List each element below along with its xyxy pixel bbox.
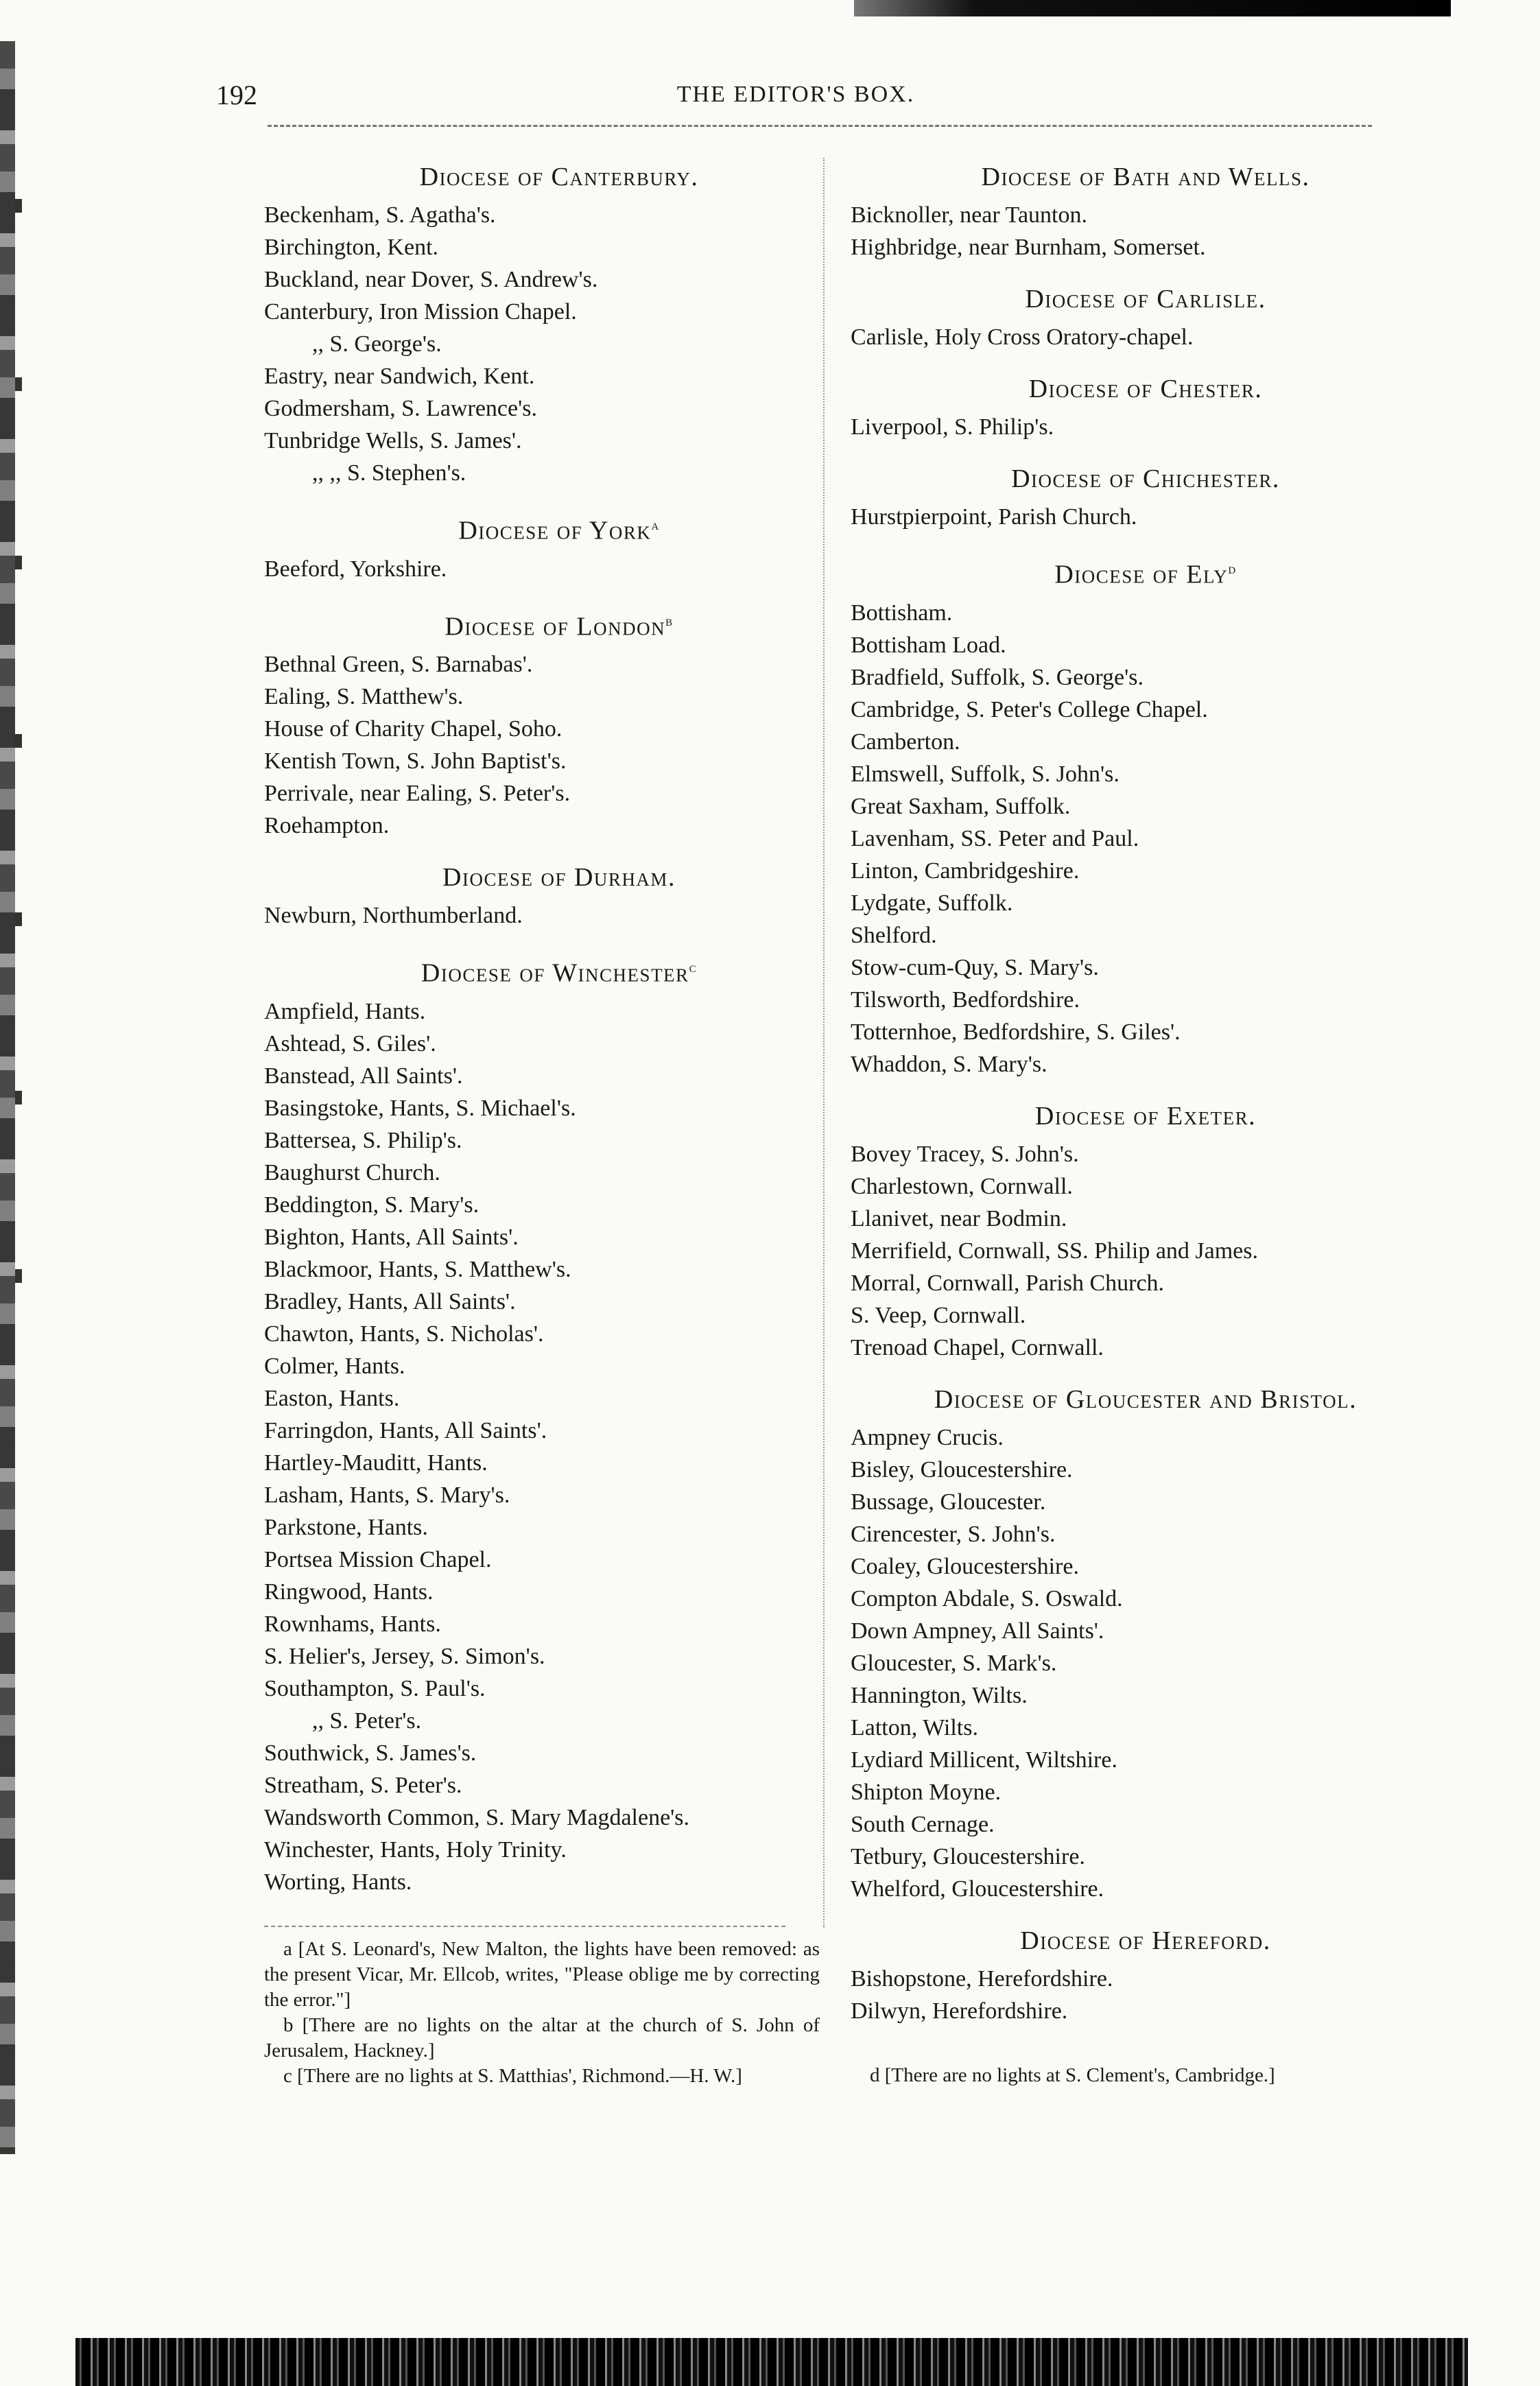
diocese-heading-text: Diocese of Carlisle.: [1025, 285, 1266, 314]
parish-entry: Bighton, Hants, All Saints'.: [264, 1224, 519, 1250]
parish-entry: Lydgate, Suffolk.: [851, 890, 1013, 916]
parish-entry: Beckenham, S. Agatha's.: [264, 202, 496, 228]
diocese-heading-text: Diocese of Durham.: [442, 863, 676, 893]
parish-entry: Charlestown, Cornwall.: [851, 1173, 1073, 1199]
section-gap: [851, 1905, 1441, 1915]
parish-entry: Liverpool, S. Philip's.: [851, 414, 1054, 440]
parish-entry: Basingstoke, Hants, S. Michael's.: [264, 1095, 576, 1121]
parish-entry: Streatham, S. Peter's.: [264, 1772, 462, 1798]
parish-entry: Birchington, Kent.: [264, 235, 439, 260]
header-rule: [268, 125, 1372, 127]
diocese-heading-text: Diocese of Chester.: [1028, 375, 1263, 403]
parish-entry: Banstead, All Saints'.: [264, 1063, 463, 1089]
footnote-mark: c: [689, 958, 698, 976]
parish-entry: Blackmoor, Hants, S. Matthew's.: [264, 1256, 571, 1282]
right-column: [851, 151, 1441, 2088]
section-gap: [851, 533, 1441, 543]
parish-entry: Bradfield, Suffolk, S. George's.: [851, 664, 1144, 690]
diocese-heading-text: Diocese of Ely: [1054, 560, 1229, 589]
parish-entry: Bussage, Gloucester.: [851, 1489, 1046, 1515]
parish-entry: Buckland, near Dover, S. Andrew's.: [264, 267, 598, 292]
parish-entry: Lydiard Millicent, Wiltshire.: [851, 1747, 1117, 1773]
parish-entry: Eastry, near Sandwich, Kent.: [264, 364, 535, 389]
section-gap: [851, 353, 1441, 363]
scan-edge-shadow: [0, 41, 15, 2154]
parish-entry: Linton, Cambridgeshire.: [851, 858, 1080, 884]
running-head: THE EDITOR'S BOX.: [676, 82, 915, 107]
parish-entry: Ampney Crucis.: [851, 1424, 1004, 1450]
parish-entry: Beeford, Yorkshire.: [264, 556, 447, 582]
parish-entry: House of Charity Chapel, Soho.: [264, 716, 562, 742]
diocese-heading-text: Diocese of London: [445, 612, 666, 641]
diocese-heading-text: Diocese of Chichester.: [1011, 464, 1280, 493]
parish-entry: Bicknoller, near Taunton.: [851, 202, 1087, 228]
parish-entry: Tunbridge Wells, S. James'.: [264, 428, 522, 453]
footnote-mark: a: [651, 516, 660, 533]
parish-entry: S. Veep, Cornwall.: [851, 1302, 1026, 1328]
parish-entry: Chawton, Hants, S. Nicholas'.: [264, 1321, 544, 1347]
parish-entry: Roehampton.: [264, 813, 390, 839]
section-gap: [264, 932, 854, 941]
parish-entry: Down Ampney, All Saints'.: [851, 1618, 1104, 1644]
parish-entry: Merrifield, Cornwall, SS. Philip and James.: [851, 1238, 1259, 1264]
page-number: 192: [216, 80, 257, 110]
parish-entry: Newburn, Northumberland.: [264, 903, 523, 929]
parish-entry: Latton, Wilts.: [851, 1714, 978, 1740]
parish-entry: Godmersham, S. Lawrence's.: [264, 396, 537, 421]
parish-entry: Bishopstone, Herefordshire.: [851, 1965, 1113, 1992]
parish-entry: Shipton Moyne.: [851, 1779, 1002, 1805]
parish-entry: Elmswell, Suffolk, S. John's.: [851, 761, 1120, 787]
section-gap: [851, 1364, 1441, 1373]
parish-entry: Ringwood, Hants.: [264, 1579, 434, 1605]
parish-entry: Stow-cum-Quy, S. Mary's.: [851, 954, 1099, 980]
diocese-heading: [851, 1100, 1441, 1133]
footnote: b [There are no lights on the altar at the church of S. John of Jerusalem, Hackney.]: [264, 2013, 820, 2062]
parish-entry: ,, S. Peter's.: [312, 1708, 422, 1734]
diocese-heading: [264, 604, 854, 643]
diocese-heading: [851, 283, 1441, 316]
parish-entry: Colmer, Hants.: [264, 1353, 405, 1379]
diocese-heading-text: Diocese of Winchester: [420, 958, 689, 988]
footnote: c [There are no lights at S. Matthias', Richmond.—H. W.]: [283, 2064, 742, 2087]
parish-entry: Winchester, Hants, Holy Trinity.: [264, 1836, 567, 1863]
diocese-heading: [851, 1383, 1441, 1416]
parish-entry: Farringdon, Hants, All Saints'.: [264, 1417, 547, 1443]
section-gap: [264, 585, 854, 595]
diocese-heading: [264, 161, 854, 193]
parish-entry: Dilwyn, Herefordshire.: [851, 1998, 1068, 2024]
diocese-heading: [264, 508, 854, 547]
page-header: [216, 79, 1375, 127]
parish-entry: ,, ,, S. Stephen's.: [312, 460, 466, 486]
footnote: a [At S. Leonard's, New Malton, the lights have been removed: as the present Vicar, Mr. Ellcob, writes, "Please oblige me by correcting the error."]: [264, 1937, 820, 2011]
parish-entry: Perrivale, near Ealing, S. Peter's.: [264, 781, 571, 807]
section-gap: [851, 263, 1441, 273]
section-gap: [264, 842, 854, 851]
parish-entry: Carlisle, Holy Cross Oratory-chapel.: [851, 324, 1194, 350]
parish-entry: Gloucester, S. Mark's.: [851, 1650, 1057, 1676]
parish-entry: Canterbury, Iron Mission Chapel.: [264, 299, 577, 324]
parish-entry: Highbridge, near Burnham, Somerset.: [851, 235, 1206, 260]
scan-top-bar: [854, 0, 1451, 16]
diocese-heading: [851, 552, 1441, 591]
parish-entry: Bradley, Hants, All Saints'.: [264, 1288, 516, 1314]
parish-entry: Hurstpierpoint, Parish Church.: [851, 504, 1137, 530]
parish-entry: Easton, Hants.: [264, 1385, 400, 1411]
parish-entry: Southwick, S. James's.: [264, 1740, 477, 1766]
parish-entry: S. Helier's, Jersey, S. Simon's.: [264, 1643, 545, 1669]
parish-entry: Ealing, S. Matthew's.: [264, 684, 464, 710]
parish-entry: Llanivet, near Bodmin.: [851, 1205, 1067, 1231]
parish-entry: Bethnal Green, S. Barnabas'.: [264, 652, 533, 678]
parish-entry: Lasham, Hants, S. Mary's.: [264, 1482, 510, 1508]
parish-entry: Ashtead, S. Giles'.: [264, 1030, 436, 1056]
diocese-heading-text: Diocese of Hereford.: [1020, 1926, 1271, 1955]
scan-bottom-bar: [75, 2338, 1468, 2386]
diocese-heading-text: Diocese of York: [458, 516, 652, 545]
parish-entry: Whelford, Gloucestershire.: [851, 1876, 1104, 1902]
parish-entry: Kentish Town, S. John Baptist's.: [264, 748, 567, 775]
column-divider: [823, 158, 825, 1928]
parish-entry: Trenoad Chapel, Cornwall.: [851, 1334, 1104, 1360]
parish-entry: Parkstone, Hants.: [264, 1514, 428, 1540]
section-gap: [851, 1080, 1441, 1090]
parish-entry: Shelford.: [851, 922, 937, 948]
parish-entry: Morral, Cornwall, Parish Church.: [851, 1270, 1165, 1296]
parish-entry: Worting, Hants.: [264, 1869, 412, 1895]
diocese-heading: [851, 1924, 1441, 1957]
diocese-heading: [851, 462, 1441, 495]
parish-entry: Hannington, Wilts.: [851, 1682, 1028, 1708]
diocese-heading-text: Diocese of Bath and Wells.: [981, 163, 1310, 191]
diocese-heading-text: Diocese of Gloucester and Bristol.: [934, 1384, 1358, 1414]
parish-entry: Wandsworth Common, S. Mary Magdalene's.: [264, 1804, 690, 1830]
parish-entry: Totternhoe, Bedfordshire, S. Giles'.: [851, 1019, 1181, 1045]
footnote: d [There are no lights at S. Clement's, Cambridge.]: [870, 2064, 1275, 2086]
footnote-mark: b: [665, 611, 674, 629]
scan-edge-marks: [15, 137, 22, 1441]
parish-entry: Southampton, S. Paul's.: [264, 1675, 486, 1701]
parish-entry: Camberton.: [851, 729, 960, 755]
parish-entry: Battersea, S. Philip's.: [264, 1127, 462, 1153]
parish-entry: Cirencester, S. John's.: [851, 1521, 1056, 1547]
parish-entry: Portsea Mission Chapel.: [264, 1546, 492, 1572]
diocese-heading: [851, 373, 1441, 405]
parish-entry: Tilsworth, Bedfordshire.: [851, 987, 1080, 1013]
section-gap: [851, 443, 1441, 453]
diocese-heading: [264, 951, 854, 990]
diocese-heading-text: Diocese of Exeter.: [1034, 1101, 1257, 1131]
parish-entry: Bisley, Gloucestershire.: [851, 1456, 1073, 1483]
parish-entry: Great Saxham, Suffolk.: [851, 793, 1071, 819]
diocese-heading: [851, 161, 1441, 193]
parish-entry: Tetbury, Gloucestershire.: [851, 1843, 1085, 1869]
footnote-mark: d: [1228, 560, 1237, 577]
section-gap: [264, 489, 854, 499]
section-gap: [851, 2027, 1441, 2037]
left-column: [264, 151, 854, 2089]
parish-entry: Beddington, S. Mary's.: [264, 1192, 479, 1218]
section-gap: [264, 1898, 854, 1908]
parish-entry: Coaley, Gloucestershire.: [851, 1553, 1079, 1579]
parish-entry: Bottisham.: [851, 600, 953, 626]
parish-entry: Cambridge, S. Peter's College Chapel.: [851, 696, 1208, 722]
diocese-heading-text: Diocese of Canterbury.: [419, 163, 699, 191]
diocese-heading: [264, 861, 854, 894]
parish-entry: ,, S. George's.: [312, 331, 442, 357]
parish-entry: Compton Abdale, S. Oswald.: [851, 1585, 1123, 1611]
parish-entry: Lavenham, SS. Peter and Paul.: [851, 825, 1139, 851]
parish-entry: Rownhams, Hants.: [264, 1611, 441, 1637]
parish-entry: Whaddon, S. Mary's.: [851, 1051, 1047, 1077]
parish-entry: Bottisham Load.: [851, 632, 1006, 658]
parish-entry: Hartley-Mauditt, Hants.: [264, 1450, 488, 1476]
parish-entry: Bovey Tracey, S. John's.: [851, 1141, 1079, 1167]
parish-entry: Baughurst Church.: [264, 1159, 440, 1185]
parish-entry: South Cernage.: [851, 1811, 995, 1837]
footnote-rule: [264, 1926, 785, 1927]
parish-entry: Ampfield, Hants.: [264, 998, 426, 1024]
